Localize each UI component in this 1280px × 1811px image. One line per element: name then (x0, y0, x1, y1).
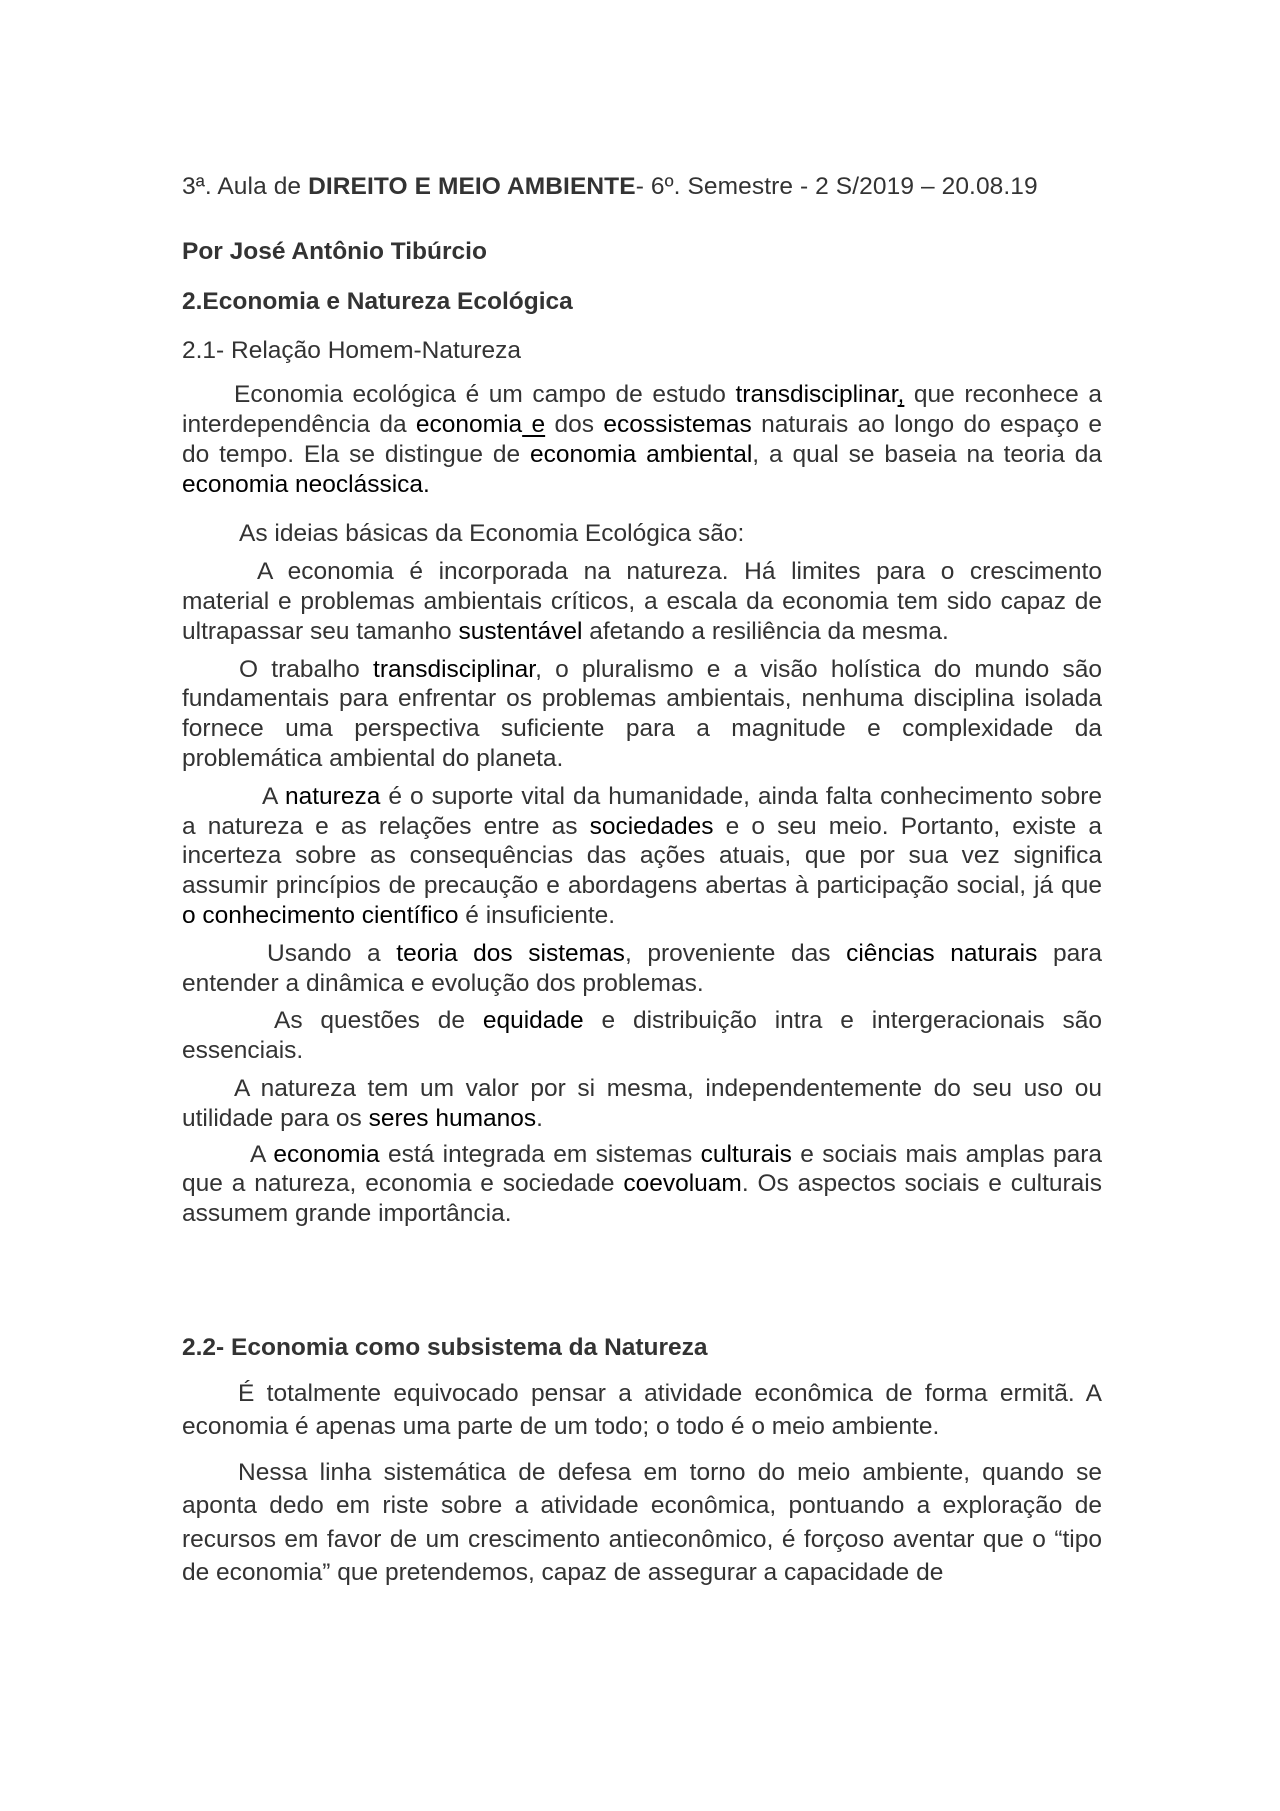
ideas-heading: As ideias básicas da Economia Ecológica são: (239, 520, 745, 548)
p3-text-2: é o suporte vital da humanidade, ainda falta conhecimento sobre a natureza e as relações entre as (182, 782, 1102, 840)
idea-paragraph-5 (182, 1006, 1102, 1066)
link-sustentavel[interactable]: sustentável (458, 617, 583, 645)
intro-text-5: , a qual se baseia na teoria da (752, 440, 1102, 468)
link-teoria-dos-sistemas[interactable]: teoria dos sistemas (396, 939, 625, 967)
idea-paragraph-6 (182, 1074, 1102, 1134)
p5-text-2: e distribuição intra e intergeracionais são essenciais. (182, 1007, 1102, 1065)
link-economia-2[interactable]: economia (273, 1140, 380, 1168)
intro-paragraph (182, 380, 1102, 499)
intro-text-2: que reconhece a interdependência da (182, 381, 1102, 438)
link-transdisciplinar-2[interactable]: transdisciplinar (373, 655, 536, 683)
p7-text-1: A (250, 1140, 274, 1168)
intro-text-4: naturais ao longo do espaço e do tempo. Ela se distingue de (182, 410, 1102, 468)
section2-paragraph-1: É totalmente equivocado pensar a atividade econômica de forma ermitã. A economia é apenas uma parte de um todo; o todo é o meio ambiente. (182, 1379, 1102, 1441)
section-title: 2.Economia e Natureza Ecológica (182, 287, 573, 315)
p7-text-4: . Os aspectos sociais e culturais assumem grande importância. (182, 1170, 1102, 1228)
header-prefix: 3ª. Aula de (182, 173, 309, 200)
link-equidade[interactable]: equidade (482, 1007, 584, 1035)
link-culturais[interactable]: culturais (700, 1140, 792, 1168)
p3-text-1: A (262, 782, 285, 810)
link-seres-humanos[interactable]: seres humanos (368, 1104, 537, 1132)
idea-paragraph-4 (182, 939, 1102, 999)
p6-text-2: . (536, 1104, 543, 1132)
p4-text-2: , proveniente das (624, 939, 847, 967)
p7-text-2: está integrada em sistemas (379, 1140, 701, 1168)
section2-paragraph-2: Nessa linha sistemática de defesa em torno do meio ambiente, quando se aponta dedo em riste sobre a atividade econômica, pontuando a exploração de recursos em favor de um crescimento antieconômico, é forçoso aventar que o “tipo de economia” que pretendemos, capaz de assegurar a capacidade de (182, 1458, 1102, 1587)
link-ecossistemas[interactable]: ecossistemas (603, 410, 752, 438)
idea-paragraph-7 (182, 1140, 1102, 1229)
intro-text-1: Economia ecológica é um campo de estudo (234, 381, 736, 409)
p6-text-1: A natureza tem um valor por si mesma, independentemente do seu uso ou utilidade para os (182, 1074, 1102, 1132)
p3-text-3: e o seu meio. Portanto, existe a incerteza sobre as consequências das ações atuais, que por sua vez significa assumir princípios de precaução e abordagens abertas à participação social, já que (182, 812, 1102, 900)
author-line: Por José Antônio Tibúrcio (182, 237, 487, 265)
p1-text-2: afetando a resiliência da mesma. (582, 617, 949, 645)
intro-text-3: dos (545, 410, 604, 438)
idea-paragraph-1 (182, 557, 1102, 646)
p4-text-1: Usando a (267, 939, 397, 967)
link-ciencias-naturais[interactable]: ciências naturais (846, 939, 1038, 967)
link-sociedades[interactable]: sociedades (589, 812, 714, 840)
course-name: DIREITO E MEIO AMBIENTE (308, 173, 636, 200)
link-comma[interactable]: , (897, 381, 905, 409)
link-e[interactable]: e (522, 410, 546, 438)
link-transdisciplinar[interactable]: transdisciplinar (735, 381, 898, 409)
link-economia[interactable]: economia (415, 410, 523, 438)
subsection-title: 2.1- Relação Homem-Natureza (182, 337, 522, 365)
link-economia-neoclassica[interactable]: economia neoclássica. (182, 470, 430, 498)
lesson-header (182, 172, 1102, 202)
p4-text-3: para entender a dinâmica e evolução dos problemas. (182, 939, 1103, 997)
p7-text-3: e sociais mais amplas para que a natureza, economia e sociedade (182, 1140, 1103, 1198)
document-body (182, 172, 1102, 1590)
p1-text-1: A economia é incorporada na natureza. Há limites para o crescimento material e problemas ambientais críticos, a escala da economia tem sido capaz de ultrapassar seu tamanho (182, 558, 1102, 645)
link-economia-ambiental[interactable]: economia ambiental (529, 440, 753, 468)
section2-title: 2.2- Economia como subsistema da Natureza (182, 1333, 708, 1361)
link-natureza[interactable]: natureza (285, 782, 381, 810)
idea-paragraph-3 (182, 782, 1102, 931)
p2-text-1: O trabalho (239, 655, 374, 683)
p3-text-4: é insuficiente. (458, 901, 616, 929)
idea-paragraph-2 (182, 655, 1102, 774)
link-conhecimento-cientifico[interactable]: o conhecimento científico (182, 901, 459, 929)
p5-text-1: As questões de (274, 1007, 483, 1035)
link-coevoluam[interactable]: coevoluam (623, 1170, 742, 1198)
p2-text-2: , o pluralismo e a visão holística do mundo são fundamentais para enfrentar os problemas ambientais, nenhuma disciplina isolada fornece uma perspectiva suficiente para a magnitude e complexidade da problemática ambiental do planeta. (182, 655, 1102, 772)
header-suffix: - 6º. Semestre - 2 S/2019 – 20.08.19 (635, 173, 1038, 200)
